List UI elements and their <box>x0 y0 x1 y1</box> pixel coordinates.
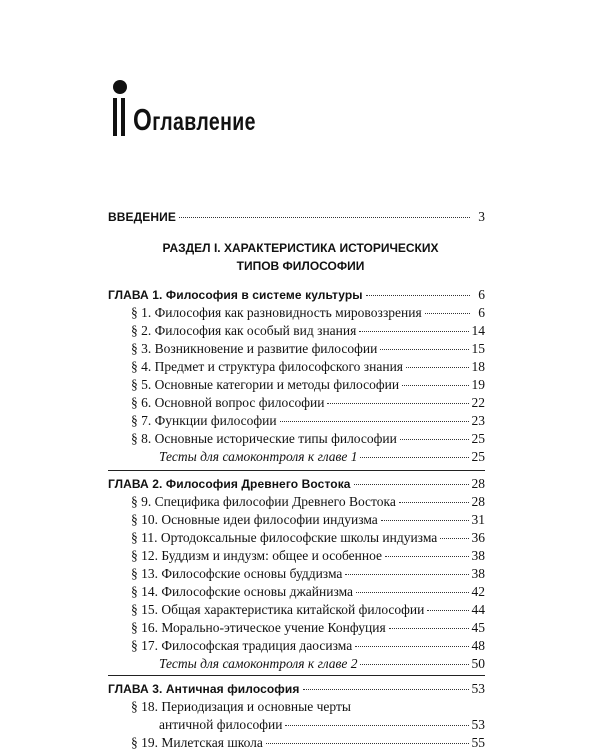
item-title: § 6. Основной вопрос философии <box>131 395 325 410</box>
tests-title: Тесты для самоконтроля к главе 2 <box>159 656 358 671</box>
toc-item[interactable] <box>131 493 485 511</box>
leader-dots <box>303 689 469 690</box>
toc-item[interactable] <box>131 358 485 376</box>
page-number: 23 <box>471 413 485 428</box>
leader-dots <box>380 349 468 350</box>
toc-item[interactable] <box>131 322 485 340</box>
toc-item[interactable] <box>131 601 485 619</box>
toc-chapter[interactable] <box>108 680 485 698</box>
leader-dots <box>360 457 468 458</box>
toc-item[interactable] <box>131 637 485 655</box>
toc-item[interactable] <box>131 511 485 529</box>
page-number: 42 <box>471 584 485 599</box>
leader-dots <box>266 743 469 744</box>
toc-tests[interactable] <box>159 448 485 466</box>
leader-dots <box>406 367 469 368</box>
section-heading: РАЗДЕЛ I. ХАРАКТЕРИСТИКА ИСТОРИЧЕСКИХ <box>162 241 439 255</box>
page-number: 48 <box>471 638 485 653</box>
toc-item[interactable] <box>131 430 485 448</box>
leader-dots <box>345 574 468 575</box>
leader-dots <box>399 502 469 503</box>
item-title: § 10. Основные идеи философии индуизма <box>131 512 378 527</box>
toc-item[interactable] <box>131 547 485 565</box>
item-title: § 8. Основные исторические типы философии <box>131 431 397 446</box>
item-title: § 4. Предмет и структура философского знания <box>131 359 403 374</box>
leader-dots <box>366 295 470 296</box>
title-rest: главление <box>152 108 256 136</box>
page-number: 15 <box>471 341 485 356</box>
page-number: 31 <box>471 512 485 527</box>
item-title: § 5. Основные категории и методы философии <box>131 377 400 392</box>
toc-item[interactable] <box>131 619 485 637</box>
item-title: § 15. Общая характеристика китайской философии <box>131 602 425 617</box>
item-title: § 9. Специфика философии Древнего Востока <box>131 494 396 509</box>
leader-dots <box>402 385 468 386</box>
toc-item[interactable] <box>131 412 485 430</box>
leader-dots <box>354 484 469 485</box>
toc-intro[interactable] <box>108 208 485 226</box>
page-number: 45 <box>471 620 485 635</box>
leader-dots <box>359 331 468 332</box>
page-number: 22 <box>471 395 485 410</box>
toc-chapter[interactable] <box>108 475 485 493</box>
page-number: 3 <box>478 209 485 224</box>
item-title-cont: античной философии <box>159 717 283 732</box>
item-title: § 13. Философские основы буддизма <box>131 566 343 581</box>
page-number: 25 <box>471 431 485 446</box>
item-title: § 19. Милетская школа <box>131 735 263 750</box>
toc-intro-label: ВВЕДЕНИЕ <box>108 210 176 224</box>
leader-dots <box>327 403 468 404</box>
toc-item[interactable] <box>131 583 485 601</box>
section-heading: ТИПОВ ФИЛОСОФИИ <box>236 259 365 273</box>
page-number: 14 <box>471 323 485 338</box>
page-number: 44 <box>471 602 485 617</box>
item-title: § 1. Философия как разновидность мировоззрения <box>131 305 422 320</box>
heading-bullet <box>113 80 127 94</box>
leader-dots <box>280 421 469 422</box>
page-number: 38 <box>471 566 485 581</box>
item-title: § 11. Ортодоксальные философские школы индуизма <box>131 530 438 545</box>
leader-dots <box>356 592 468 593</box>
toc-item[interactable] <box>131 394 485 412</box>
divider <box>108 675 485 676</box>
item-title: § 3. Возникновение и развитие философии <box>131 341 378 356</box>
chapter-label: ГЛАВА 2. Философия Древнего Востока <box>108 477 351 491</box>
page-number: 19 <box>471 377 485 392</box>
page-number: 50 <box>471 656 485 671</box>
item-title: § 2. Философия как особый вид знания <box>131 323 357 338</box>
page-number: 6 <box>478 305 485 320</box>
page-number: 6 <box>478 287 485 302</box>
item-title: § 14. Философские основы джайнизма <box>131 584 354 599</box>
item-title: § 16. Морально-этическое учение Конфуция <box>131 620 386 635</box>
chapter-label: ГЛАВА 3. Античная философия <box>108 682 300 696</box>
toc-item[interactable] <box>131 734 485 752</box>
page-number: 53 <box>471 717 485 732</box>
heading-bar <box>121 98 125 136</box>
leader-dots <box>355 646 468 647</box>
leader-dots <box>360 664 468 665</box>
toc-tests[interactable] <box>159 655 485 673</box>
item-title: § 12. Буддизм и индузм: общее и особенное <box>131 548 383 563</box>
page-title <box>133 102 256 138</box>
page-number: 25 <box>471 449 485 464</box>
toc-item[interactable] <box>131 529 485 547</box>
leader-dots <box>285 725 468 726</box>
leader-dots <box>440 538 468 539</box>
leader-dots <box>400 439 469 440</box>
toc-item[interactable] <box>131 304 485 322</box>
leader-dots <box>427 610 468 611</box>
toc-item-title[interactable]: § 18. Периодизация и основные черты <box>131 699 351 714</box>
leader-dots <box>389 628 469 629</box>
page-number: 28 <box>471 476 485 491</box>
page-number: 38 <box>471 548 485 563</box>
leader-dots <box>425 313 470 314</box>
leader-dots <box>179 217 470 218</box>
toc-item[interactable] <box>131 376 485 394</box>
leader-dots <box>381 520 469 521</box>
chapter-label: ГЛАВА 1. Философия в системе культуры <box>108 288 363 302</box>
toc-chapter[interactable] <box>108 286 485 304</box>
heading-bar <box>113 98 117 136</box>
toc-item[interactable] <box>131 340 485 358</box>
item-title: § 7. Функции философии <box>131 413 277 428</box>
page-number: 18 <box>471 359 485 374</box>
page-number: 55 <box>471 735 485 750</box>
toc-item[interactable] <box>131 565 485 583</box>
tests-title: Тесты для самоконтроля к главе 1 <box>159 449 358 464</box>
divider <box>108 470 485 471</box>
item-title: § 17. Философская традиция даосизма <box>131 638 353 653</box>
leader-dots <box>385 556 468 557</box>
title-initial: О <box>133 102 153 137</box>
page-number: 36 <box>471 530 485 545</box>
page-number: 28 <box>471 494 485 509</box>
toc-item[interactable] <box>159 716 485 734</box>
page-number: 53 <box>471 681 485 696</box>
